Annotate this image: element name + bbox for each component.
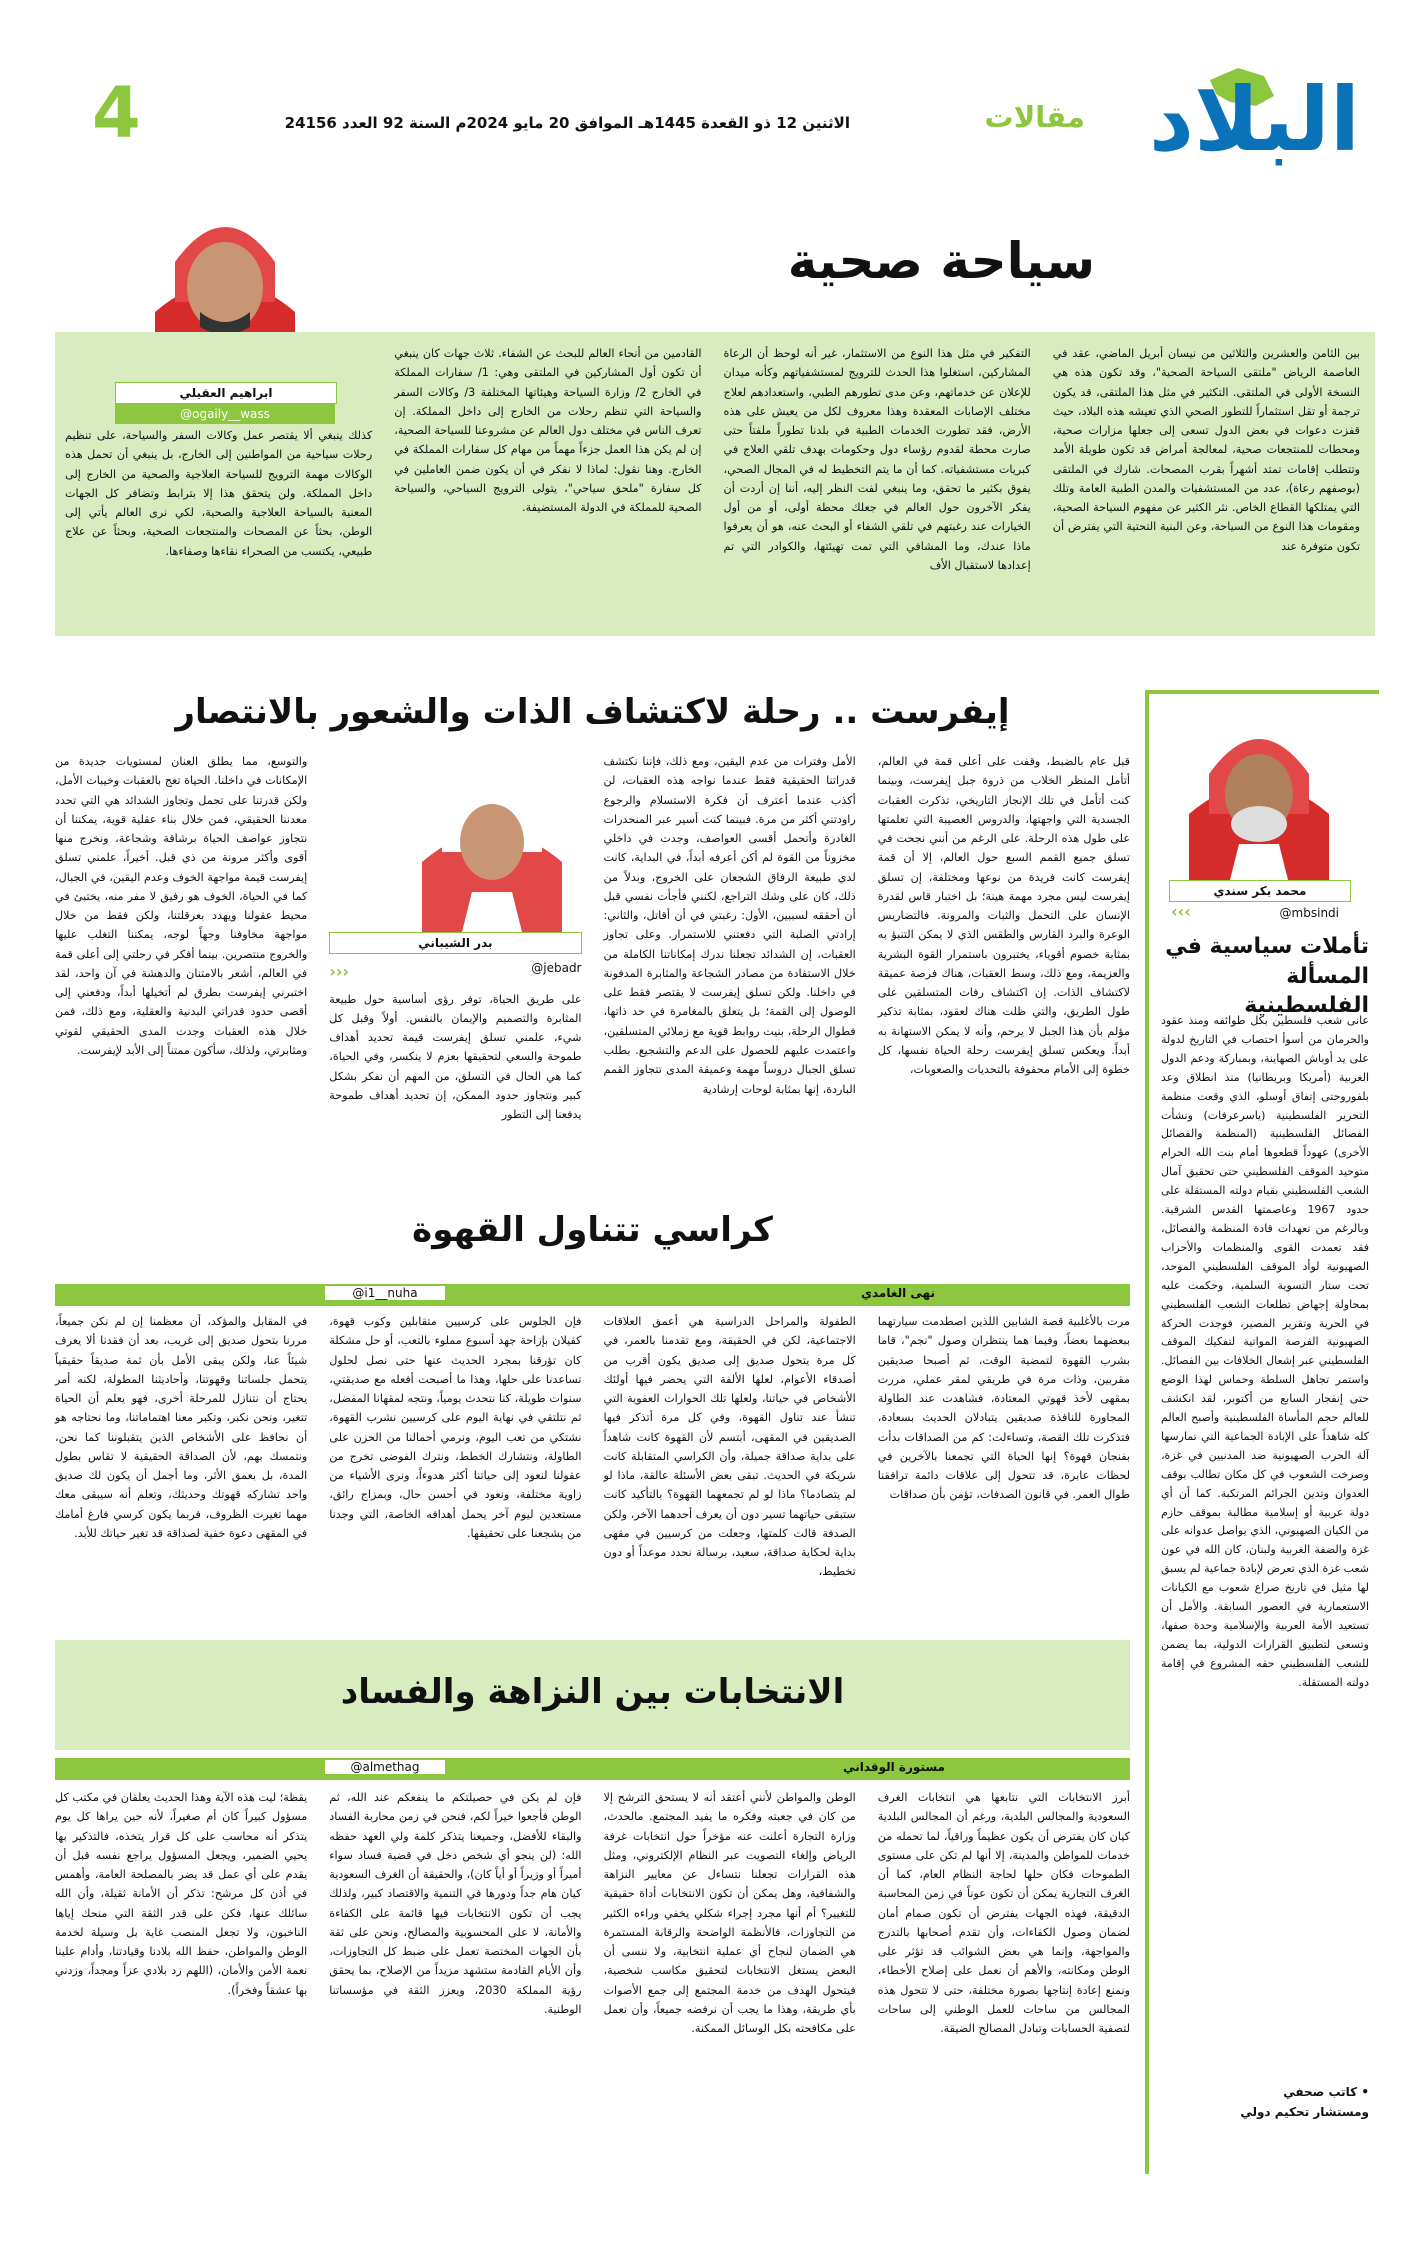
sidebar-footer <box>1161 2082 1369 2123</box>
article-coffee-chairs <box>55 1200 1130 1620</box>
column: والتوسع، مما يطلق العنان لمستويات جديدة من الإمكانات في داخلنا. الحياة تعج بالعقبات وخيبات الأمل، ولكن قدرتنا على تحمل وتجاوز الشدائد هي التي تحدد معدننا الحقيقي، فمن خلال بناء عقلية قوية، يمكننا أن نتجاوز عواصف الحياة برشاقة وشجاعة، ونخرج منها أقوى وأكثر مرونة من ذي قبل. أخيراً، علمني تسلق إيفرست قيمة مواجهة الخوف وعدم اليقين، في الجبال، كما في الحياة، الخوف هو رفيق لا مفر منه، يختبئ في محيط عقولنا ويهدد بعرقلتنا، ولكن فقط من خلال مواجهة مخاوفنا وجهاً لوجه، يمكننا التغلب عليها والخروج منتصرين. بينما أفكر في رحلتي إلى أعلى قمة في العالم، أشعر بالامتنان والدهشة في آن واحد، لقد اختبرني إيفرست بطرق لم أتخيلها أبداً، ودفعني إلى أقصى حدود قدراتي البدنية والعقلية، ومع ذلك، فمن خلال هذه العقبات وجدت المدى الحقيقي لقوتي ومثابرتي، ولذلك، سأكون ممتناً إلى الأبد لإيفرست. <box>55 755 308 1057</box>
newspaper-logo[interactable] <box>1060 62 1360 180</box>
date-line: الاثنين 12 ذو القعدة 1445هـ الموافق 20 مايو 2024م السنة 92 العدد 24156 <box>284 114 850 132</box>
article-columns <box>65 344 1360 634</box>
column: قبل عام بالضبط، وقفت على أعلى قمة في العالم، أتأمل المنظر الخلاب من ذروة جبل إيفرست، وبينما كنت أتأمل في تلك الإنجاز التاريخي، تذكرت العقبات الجسدية التي واجهتها، والدروس العصيبة التي تعلمتها على طول هذه الرحلة. على الرغم من أنني نجحت في تسلق جميع القمم السبع حول العالم، إلا أن قمة إيفرست كانت فريدة من نوعها ومختلفة، إن تسلق إيفرست ليس مجرد مهمة هينة؛ بل اختبار قاس لقدرة الإنسان على التحمل والثبات والمرونة. فالتضاريس الوعرة والبرد القارس والطقس الذي لا يمكن التنبؤ به بمثابة خصوم أقوياء، يختبرون باستمرار القوة البشرية والعزيمة، ومع ذلك، وسط العقبات، هناك فرصة عميقة لاكتشاف الذات. إن اكتشاف رفات المتسلقين على طول الطريق، والتي ظلت هناك لعقود، بمثابة تذكير مؤلم بأن هذا الجبل لا يرحم، وأنه لا يمكن الاستهانة به أبداً. ويعكس تسلق إيفرست رحلة الحياة نفسها، كل خطوة إلى الأمام محفوفة بالتحديات والصعوبات، <box>877 755 1130 1077</box>
author-handle: @ogaily__wass <box>115 404 335 424</box>
article-columns <box>55 752 1130 1192</box>
author-name: مستورة الوقداني <box>843 1760 945 1774</box>
sidebar-title: تأملات سياسية في المسألة الفلسطينية <box>1165 934 1369 1019</box>
column-text: على طريق الحياة، توفر رؤى أساسية حول طبيعة المثابرة والتصميم والإيمان بالنفس. أولاً وقبل كل شيء، علمني تسلق إيفرست قيمة تحديد أهداف طموحة والسعي لتحقيقها بعزم لا ينكسر، وفي الحياة، كما هي الحال في التسلق، من المهم أن نفكر بشكل كبير ونتجاوز حدود الممكن، إن تحديد أهداف طموحة يدفعنا إلى التطور <box>329 992 582 1122</box>
author-name: ابراهيم العقيلي <box>115 382 337 404</box>
masthead <box>0 0 1420 190</box>
author-handle: @i1__nuha <box>325 1286 445 1300</box>
section-label: مقالات <box>984 100 1085 134</box>
column <box>329 752 581 1192</box>
column: بين الثامن والعشرين والثلاثين من نيسان أبريل الماضي، عقد في العاصمة الرياض "ملتقى السياحة الصحية"، وقد تكون هذه هي النسخة الأولى في الملتقى. التكثير في مثل هذا الملتقى، قد يكون ترجمة أو تقل استثماراً للتطور الصحي الذي تعيشه هذه البلاد، حيث قفزت دعوات في بعض الدول تسعى إلى جعلها مزارات صحية، ومحطات للمنتجعات صحية، لمعالجة أمراض قد تكون طويلة الأمد وتتطلب إقامات تمتد أشهراً بقرب المصحات. شارك في الملتقى (بوصفهم رعاة)، عدد من المستشفيات والمدن الطبية العامة وتلك التي يمتلكها القطاع الخاص. نثر الكثير عن مفهوم السياحة الصحية، ومقومات هذا النوع من السياحة، وعن البنية التحتية التي يفترض أن تكون متوفرة عند <box>1052 347 1360 553</box>
author-handle: @almethag <box>325 1760 445 1774</box>
article-title: كراسي تتناول القهوة <box>412 1210 773 1250</box>
author-name: نهى الغامدي <box>860 1286 935 1300</box>
column: الأمل وفترات من عدم اليقين، ومع ذلك، فإننا نكتشف قدراتنا الحقيقية فقط عندما نواجه هذه العقبات، لن أكذب عندما أعترف أن فكرة الاستسلام والرجوع راودتني أكثر من مرة. فبينما كنت أسير عبر المنحدرات الغادرة وأتحمل أقسى العواصف، وجدت في داخلي مخزوناً من القوة لم أكن أعرفه أبداً، في البداية، كانت لدي طبيعة الرفاق الشجعان على الخروج، وبدلاً من ذلك، كان على وشك التراجع، لكنني فأجأت نفسي قبل أن أحققه لسببين، الأول: رغبتي في أن أقاتل، والثاني: إرادتي الصلبة التي دفعتني للاستمرار. وعلى تجاوز العقبات، إن الشدائد تجعلنا ندرك إمكاناتنا الكاملة من خلال الاستفادة من مصادر الشجاعة والمثابرة المدفونة في داخلنا. ولكن تسلق إيفرست لا يقتصر فقط على الوصول إلى القمة؛ بل يتعلق بالمغامرة في حد ذاتها، فطوال الرحلة، بنيت روابط قوية مع زملائي المتسلقين، واعتمدت عليهم للحصول على الدعم والتشجيع. بطلب تسلق الجبال دروساً مهمة وعميقة المدى تتجاوز القمم الباردة، إنها بمثابة لوحات إرشادية <box>603 755 856 1096</box>
logo-text: البلاد <box>1148 68 1360 171</box>
author-handle: @jebadr <box>531 961 582 975</box>
article-columns <box>55 1788 1130 2243</box>
author-role: • كاتب صحفي <box>1283 2085 1369 2099</box>
article-columns <box>55 1312 1130 1612</box>
column: الطفولة والمراحل الدراسية هي أعمق العلاقات الاجتماعية، لكن في الحقيقة، ومع تقدمنا بالعمر، في كل مرة يتحول صديق إلى صديق يكون أقرب من أصدقاء الأعوام، لعلها الألفة التي يحضر فيها أولئك الأشخاص في حياتنا، ولعلها تلك الحوارات العفوية التي تنشأ عند تناول القهوة، وفي كل مرة أتذكر فيها الصديقين في المقهى، أبتسم لأن القهوة كانت شاهداً على بداية صداقة جميلة، وأن الكراسي المتقابلة كانت شريكة في الحديث. تبقى بعض الأسئلة عالقة، ماذا لو لم يتصادما؟ ماذا لو لم تجمعهما القهوة؟ بالتأكيد كانت ستبقى حياتهما تسير دون أن يعرف أحدهما الآخر، ولكن الصدفة قالت كلمتها، وجعلت من كرسيين في مقهى بداية لحكاية صداقة، سعيد، برسالة نحدد موعداً أو دون تخطيط، <box>603 1315 856 1579</box>
article-title: إيفرست .. رحلة لاكتشاف الذات والشعور بالانتصار <box>175 692 1010 732</box>
article-everest <box>55 680 1130 1200</box>
column: أبرز الانتخابات التي نتابعها هي انتخابات الغرف السعودية والمجالس البلدية، ورغم أن المجالس البلدية كيان كان يفترض أن يكون عظيماً وراقياً، لما تحمله من خدمات للمواطن والمدينة، إلا أنها لم تكن على مستوى الطموحات فكان حلها لحاجة النظام العام، كما أن الغرف التجارية يمكن أن تكون عوناً في زمن المحاسبة الدقيقة، فهذه الجهات يفترض أن تكون صمام أمان لضمان وصول الكفاءات، وأن تقدم أصحابها بالتدرج والمواجهة، وإنما هي بعض الشوائب قد تؤثر على الوطن ومكانته، والأهم أن نعمل على إصلاح الأخطاء، ونمنع إعادة إنتاجها بصورة مختلفة، حتى لا تتحول هذه المجالس من ساحات للعمل الوطني إلى ساحات لتصفية الحسابات وتبادل المصالح الضيقة. <box>877 1791 1130 2036</box>
column: فإن لم يكن في حصيلتكم ما ينفعكم عند الله، ثم الوطن فأجعوا خيراً لكم، فنحن في زمن محاربة الفساد والبقاء للأفضل، وجميعنا يتذكر كلمة ولي العهد حفظه الله: (لن ينجو أي شخص دخل في قضية فساد سواء أميراً أو وزيراً أو أياً كان)، والحقيقة أن الغرف السعودية كيان هام جداً ودورها في التنمية والاقتصاد كبير، ولذلك يجب أن تكون الانتخابات فيها قائمة على الكفاءة والأمانة، لا على المحسوبية والمصالح، ونحن على ثقة بأن الجهات المختصة تعمل على ضبط كل التجاوزات، وأن الأيام القادمة ستشهد مزيداً من الإصلاح، بما يحقق رؤية المملكة 2030، ويعزز الثقة في مؤسساتنا الوطنية. <box>329 1791 582 2016</box>
page-number: 4 <box>92 72 141 154</box>
author-bar <box>55 1284 1130 1306</box>
column: التفكير في مثل هذا النوع من الاستثمار، غير أنه لوحظ أن الرعاة المشاركين، استغلوا هذا الحدث للترويج لمستشفياتهم وكأنه ميدان للإعلان عن خدماتهم، وعن مدى تطورهم الطبي، واستعدادهم لعلاج مختلف الإصابات المعقدة وهذا معروف لكل من يعيش على هذه الأرض، فقد تطورت الخدمات الطبية في بلدنا تطوراً ملفتاً حتى صارت محطة لقدوم رؤساء دول وحكومات بهدف تلقي العلاج في كبريات مستشفياته. كما أن ما يتم التخطيط له في المجال الصحي، يفوق بكثير ما تحقق، وما ينبغي لفت النظر إليه، أننا إن أردت أن يفكر الآخرون حول العالم في جعلك محطة أولى، أو من أول الخيارات عند رغبتهم في تلقي الشفاء أو البحث عنه، هو أن يعرفوا ماذا عندك، وما المشافي التي تمت تهيئتها، والكوادر التي تم إعدادها لاستقبال الأف <box>723 347 1031 572</box>
sidebar-body: عانى شعب فلسطين بكل طوائفه ومنذ عقود والحرمان من أسوأ احتصاب في التاريخ لدولة على يد أوباش الصهاينة، وبمباركة ودعم الدول الغربية (أمريكا وبريطانيا) منذ انطلاق وعد بلفوروحتى إتفاق أوسلو، الذي وقعت منظمة التحرير الفلسطينية (ياسرعرفات) ونشأت الفصائل الفلسطينية (المنظمة والفصائل الأخرى) عهوداً قطعوها أمام بنت الله الحرام متوحيد الموقف الفلسطيني حتى تحقيق آمال الشعب الفلسطيني بقيام دولته المستقلة على حدود 1967 وعاصمتها القدس الشرقية. وبالرغم من تعهدات قادة المنظمة والفصائل، فقد تعمدت القوى والمنظمات والأحزاب الصهيونية لوأد الموقف الفلسطيني الموحد، تحت ستار التسوية السلمية، وحكمت عليه بمحاولة إجهاض تطلعات الشعب الفلسطيني في الحرية وتقرير المصير، فوجدت الحركة الصهيونية الفرصة المواتية لتفكيك الموقف الفلسطيني عبر إشعال الخلافات بين الفصائل. واستمر تجاهل السلطة وحماس لهذا الوضع حتى إنفجار السابع من أكتوبر، لقد انكشف للعالم حجم المأساة الفلسطينية وأصبح العالم كله شاهداً على الإبادة الجماعية التي تمارسها آلة الحرب الصهيونية ضد المدنيين في غزة، وصرخت الشعوب في كل مكان تطالب بوقف العدوان وتدين الجرائم المرتكبة. كما أن أي دولة عربية أو إسلامية مطالبة بموقف حازم من الكيان الصهيوني، الذي يواصل عدوانه على غزة والضفة الغربية ولبنان، كان الله في عون شعب غزة الذي تعرض لإبادة جماعية لم يسبق لها مثيل في تاريخ صراع شعوب مع الكيانات الاستعمارية في العصور السابقة. والأمل أن تستعيد الأمة العربية والإسلامية وحدة صفها، وتسعى لتطبيق القرارات الدولية، بما يضمن للشعب الفلسطيني حقه المشروع في إقامة دولته المستقلة. <box>1161 1014 1369 1689</box>
chevron-icon: ‹‹‹ <box>1171 902 1191 921</box>
column: القادمين من أنحاء العالم للبحث عن الشفاء. ثلاث جهات كان ينبغي أن تكون أول المشاركين في الملتقى وهي: 1/ سفارات المملكة في الخارج 2/ وزارة السياحة وهيئاتها المختلفة 3/ وكالات السفر والسياحة التي تنظم رحلات من الخارج إلى داخل المملكة. إن تعرف الناس في مختلف دول العالم عن مشروعنا للسياحة الصحية، إن لم يكن هذا العمل جزءاً مهماً من مهام كل سفارات المملكة في الخارج. وهنا نقول: لماذا لا نفكر في أن يكون ضمن العاملين في كل سفارة "ملحق سياحي"، يتولى الترويج السياحي، والسياحة الصحية للمملكة في الدولة المستضيفة. <box>394 347 702 515</box>
author-role-2: ومستشار تحكيم دولي <box>1240 2105 1369 2120</box>
opinion-sidebar <box>1145 690 1379 2174</box>
column: يقظة؛ ليت هذه الآية وهذا الحديث يعلقان في مكتب كل مسؤول كبيراً كان أم صغيراً، لأنه حين يراها كل يوم يتذكر أنه محاسب على كل قرار يتخذه، فالتذكير بها يحيي الضمير، ويجعل المسؤول يراجع نفسه قبل أن يقدم على أي عمل قد يضر بالمصلحة العامة، وأهمس في أذن كل مرشح: تذكر أن الأمانة ثقيلة، وأن الله سائلك عنها، فكن على قدر الثقة التي منحك إياها الناخبون، ولا تجعل المنصب غاية بل وسيلة لخدمة الوطن والمواطن، حفظ الله بلادنا وقيادتنا، وأدام علينا نعمة الأمن والأمان، (اللهم زد بلادي عزاً ومجداً، وزدني بها عشقاً وفخراً). <box>55 1791 308 1997</box>
column: مرت بالأغلبية قصة الشابين اللذين اصطدمت سيارتهما ببعضهما بعضاً، وفيما هما ينتظران وصول "نجم"، قاما بشرب القهوة لتمضية الوقت، ثم أصبحا صديقين مقربين، وذات مرة في طريقي لمقر عملي، مررت بمقهى لأخذ قهوتي المعتادة، فشاهدت عند الطاولة المجاورة للنافذة صديقين يتبادلان الحديث بسعادة، فتذكرت تلك القصة، وتساءلت: كم من الصداقات بدأت بفنجان قهوة؟ إنها الحياة التي تجمعنا بالآخرين في لحظات عابرة، قد تتحول إلى علاقات دائمة ترافقنا طوال العمر. في قانون الصدفات، تؤمن بأن صداقات <box>877 1315 1130 1502</box>
author-name: محمد بكر سندي <box>1169 880 1351 902</box>
chevron-icon: ‹‹‹ <box>329 962 350 981</box>
author-photo <box>329 752 581 932</box>
article-title: الانتخابات بين النزاهة والفساد <box>340 1672 845 1712</box>
column: في المقابل والمؤكد، أن معظمنا إن لم نكن جميعاً، مررنا بتحول صديق إلى غريب، بعد أن فقدنا ألا يعرف شيئاً عنا، ولكن يبقى الأمل بأن ثمة صديقاً حقيقياً يتحمل جلساتنا وقهوتنا، وأحاديثنا المطولة، لكنه أمر يحتاج أن نتنازل للمرحلة أخرى، فهو يعلم أن الحياة تتغير، ونحن نكبر، وتكبر معنا اهتماماتنا، وما نحتاجه هو أن نحافظ على الأشخاص الذين يتقبلوننا كما نحن، ونتمسك بهم، لأن الصداقة الحقيقية لا تقاس بطول المدة، بل بعمق الأثر، وما أجمل أن يكون لك صديق واحد تشاركه قهوتك وحديثك، وتعلم أنه سيبقى معك مهما تغيرت الظروف، فربما يكون كرسي فارغ أمامك في المقهى دعوة خفية لصداقة قد تغير حياتك للأبد. <box>55 1315 308 1540</box>
article-elections <box>55 1640 1130 2250</box>
author-handle: @mbsindi <box>1279 906 1339 920</box>
author-bar <box>55 1758 1130 1780</box>
column: فإن الجلوس على كرسيين متقابلين وكوب قهوة، كفيلان بإزاحة جهد أسبوع مملوء بالتعب، أو حل مشكلة كان تؤرقنا بمجرد الحديث عنها حتى نصل لحلول تساعدنا على حلها، وهذا ما أصبحت أفعله مع صديقتي، سنوات طويلة، كنا نتحدث يومياً، ونتجه لمقهانا المفضل، ثم نتلتقي في نهاية اليوم على كرسيين نشرب القهوة، نشتكي من تعب اليوم، ونرمي أحمالنا من الحزن على الطاولة، ونتشارك الخطط، ونترك الفوضى تخرج من عقولنا لنعود إلى حياتنا أكثر هدوءاً، ونرى الأشياء من زاوية مختلفة، ونعود في أحسن حال، وبمزاج رائق، مستعدين ليوم آخر يحمل أهدافه الخاصة، التي وجدنا من يشجعنا على تحقيقها. <box>329 1315 582 1540</box>
author-photo <box>1169 704 1349 884</box>
article-title: سياحة صحية <box>787 232 1095 290</box>
column: كذلك ينبغي ألا يقتصر عمل وكالات السفر والسياحة، على تنظيم رحلات سياحية من المواطنين إلى الخارج، بل ينبغي أن تحمل هذه الوكالات مهمة الترويج للسياحة العلاجية والصحية من الخارج إلى داخل المملكة. ولن يتحقق هذا إلا بترابط وتضافر كل الجهات المعنية بالسياحة العلاجية والصحية، لكي نرى العالم يأتي إلى الوطن، بحثاً عن المصحات والمنتجعات الصحية، وبحثاً عن علاج طبيعي، يكتسب من الصحراء نقاءها وصفاءها. <box>65 429 373 558</box>
author-name: بدر الشيباني <box>329 932 581 954</box>
column: الوطن والمواطن لأنني أعتقد أنه لا يستحق الترشح إلا من كان في جعبته وفكره ما يفيد المجتمع. مالحدث، وزارة التجارة أعلنت عنه مؤخراً حول انتخابات غرفة الرياض وإلغاء التصويت عبر النظام الإلكتروني، ومثل هذه القرارات تجعلنا نتساءل عن معايير النزاهة والشفافية، وهل يمكن أن تكون الانتخابات أداة حقيقية للتغيير؟ أم أنها مجرد إجراء شكلي يخفي وراءه الكثير من التجاوزات، فالأنظمة الواضحة والرقابة المستمرة هي الضمان لنجاح أي عملية انتخابية، ولا ننسى أن البعض يستغل الانتخابات لتحقيق مكاسب شخصية، فيتحول الهدف من خدمة المجتمع إلى جمع الأصوات بأي طريقة، وهذا ما يجب أن نرفضه جميعاً، وأن نعمل على مكافحته بكل الوسائل الممكنة. <box>603 1791 856 2036</box>
article-health-tourism <box>55 192 1375 636</box>
